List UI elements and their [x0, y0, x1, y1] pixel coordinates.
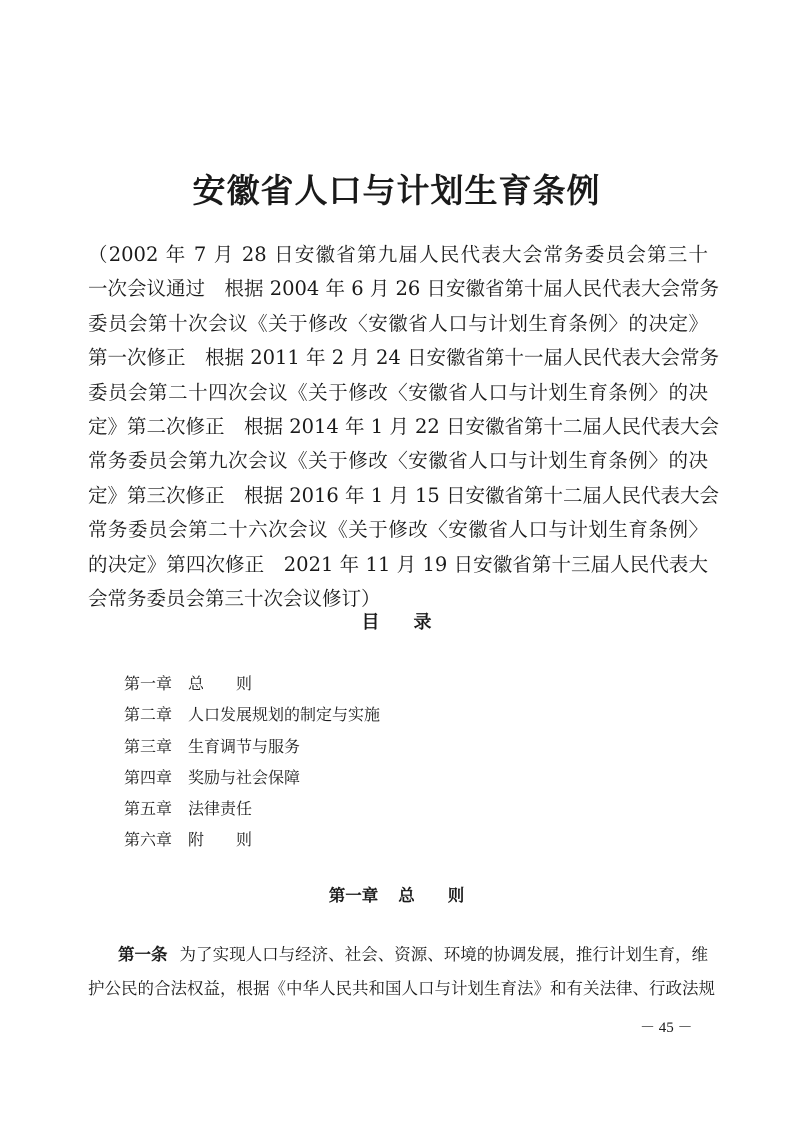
toc-chapter-number: 第四章 — [124, 767, 173, 787]
article-1 — [88, 938, 715, 1006]
toc-item[interactable] — [124, 762, 524, 793]
chapter-label: 第一章 — [328, 886, 379, 905]
toc-heading — [0, 608, 793, 634]
toc-chapter-name: 人口发展规划的制定与实施 — [188, 705, 381, 725]
revision-history — [88, 238, 720, 616]
toc-chapter-number: 第六章 — [124, 830, 173, 850]
article-line: 护公民的合法权益，根据《中华人民共和国人口与计划生育法》和有关法律、行政法规 — [88, 979, 715, 998]
toc-chapter-name: 生育调节与服务 — [188, 736, 301, 756]
toc-item[interactable] — [124, 793, 524, 824]
toc-heading-char: 录 — [413, 612, 432, 633]
page-number: － 45 － — [640, 1020, 693, 1036]
toc-chapter-name: 附 则 — [188, 830, 253, 850]
toc-item[interactable] — [124, 668, 524, 699]
toc-item[interactable] — [124, 731, 524, 762]
chapter-name: 总 则 — [398, 886, 465, 905]
article-line — [88, 938, 708, 972]
toc-item[interactable] — [124, 699, 524, 730]
history-line: 的决定》第四次修正 2021 年 11 月 19 日安徽省第十三届人民代表大 — [88, 552, 708, 576]
document-title: 安徽省人口与计划生育条例 — [192, 171, 601, 210]
toc-heading-char: 目 — [361, 612, 380, 633]
article-lead: 第一条 — [118, 945, 168, 964]
history-line: 常务委员会第二十六次会议《关于修改〈安徽省人口与计划生育条例〉 — [88, 518, 708, 542]
toc-chapter-name: 奖励与社会保障 — [188, 767, 301, 787]
toc-chapter-name: 法律责任 — [188, 799, 253, 819]
table-of-contents — [124, 668, 524, 856]
history-line: 一次会议通过 根据 2004 年 6 月 26 日安徽省第十届人民代表大会常务 — [88, 277, 720, 301]
history-line: 会常务委员会第三十次会议修订） — [88, 587, 381, 611]
toc-chapter-number: 第一章 — [124, 674, 173, 693]
toc-chapter-number: 第五章 — [124, 799, 173, 819]
history-line: （2002 年 7 月 28 日安徽省第九届人民代表大会常务委员会第三十 — [88, 243, 708, 266]
history-line: 定》第三次修正 根据 2016 年 1 月 15 日安徽省第十二届人民代表大会 — [88, 483, 720, 507]
history-line: 委员会第十次会议《关于修改〈安徽省人口与计划生育条例〉的决定》 — [88, 311, 708, 335]
article-text: 为了实现人口与经济、社会、资源、环境的协调发展，推行计划生育，维 — [179, 945, 709, 964]
history-line: 常务委员会第九次会议《关于修改〈安徽省人口与计划生育条例〉的决 — [88, 449, 708, 473]
toc-item[interactable] — [124, 824, 524, 855]
history-line: 第一次修正 根据 2011 年 2 月 24 日安徽省第十一届人民代表大会常务 — [88, 346, 720, 370]
chapter-heading — [0, 882, 793, 906]
toc-chapter-number: 第二章 — [124, 705, 173, 725]
toc-chapter-number: 第三章 — [124, 736, 173, 756]
history-line: 委员会第二十四次会议《关于修改〈安徽省人口与计划生育条例〉的决 — [88, 380, 708, 404]
history-line: 定》第二次修正 根据 2014 年 1 月 22 日安徽省第十二届人民代表大会 — [88, 415, 720, 439]
toc-chapter-name: 总 则 — [188, 674, 253, 693]
